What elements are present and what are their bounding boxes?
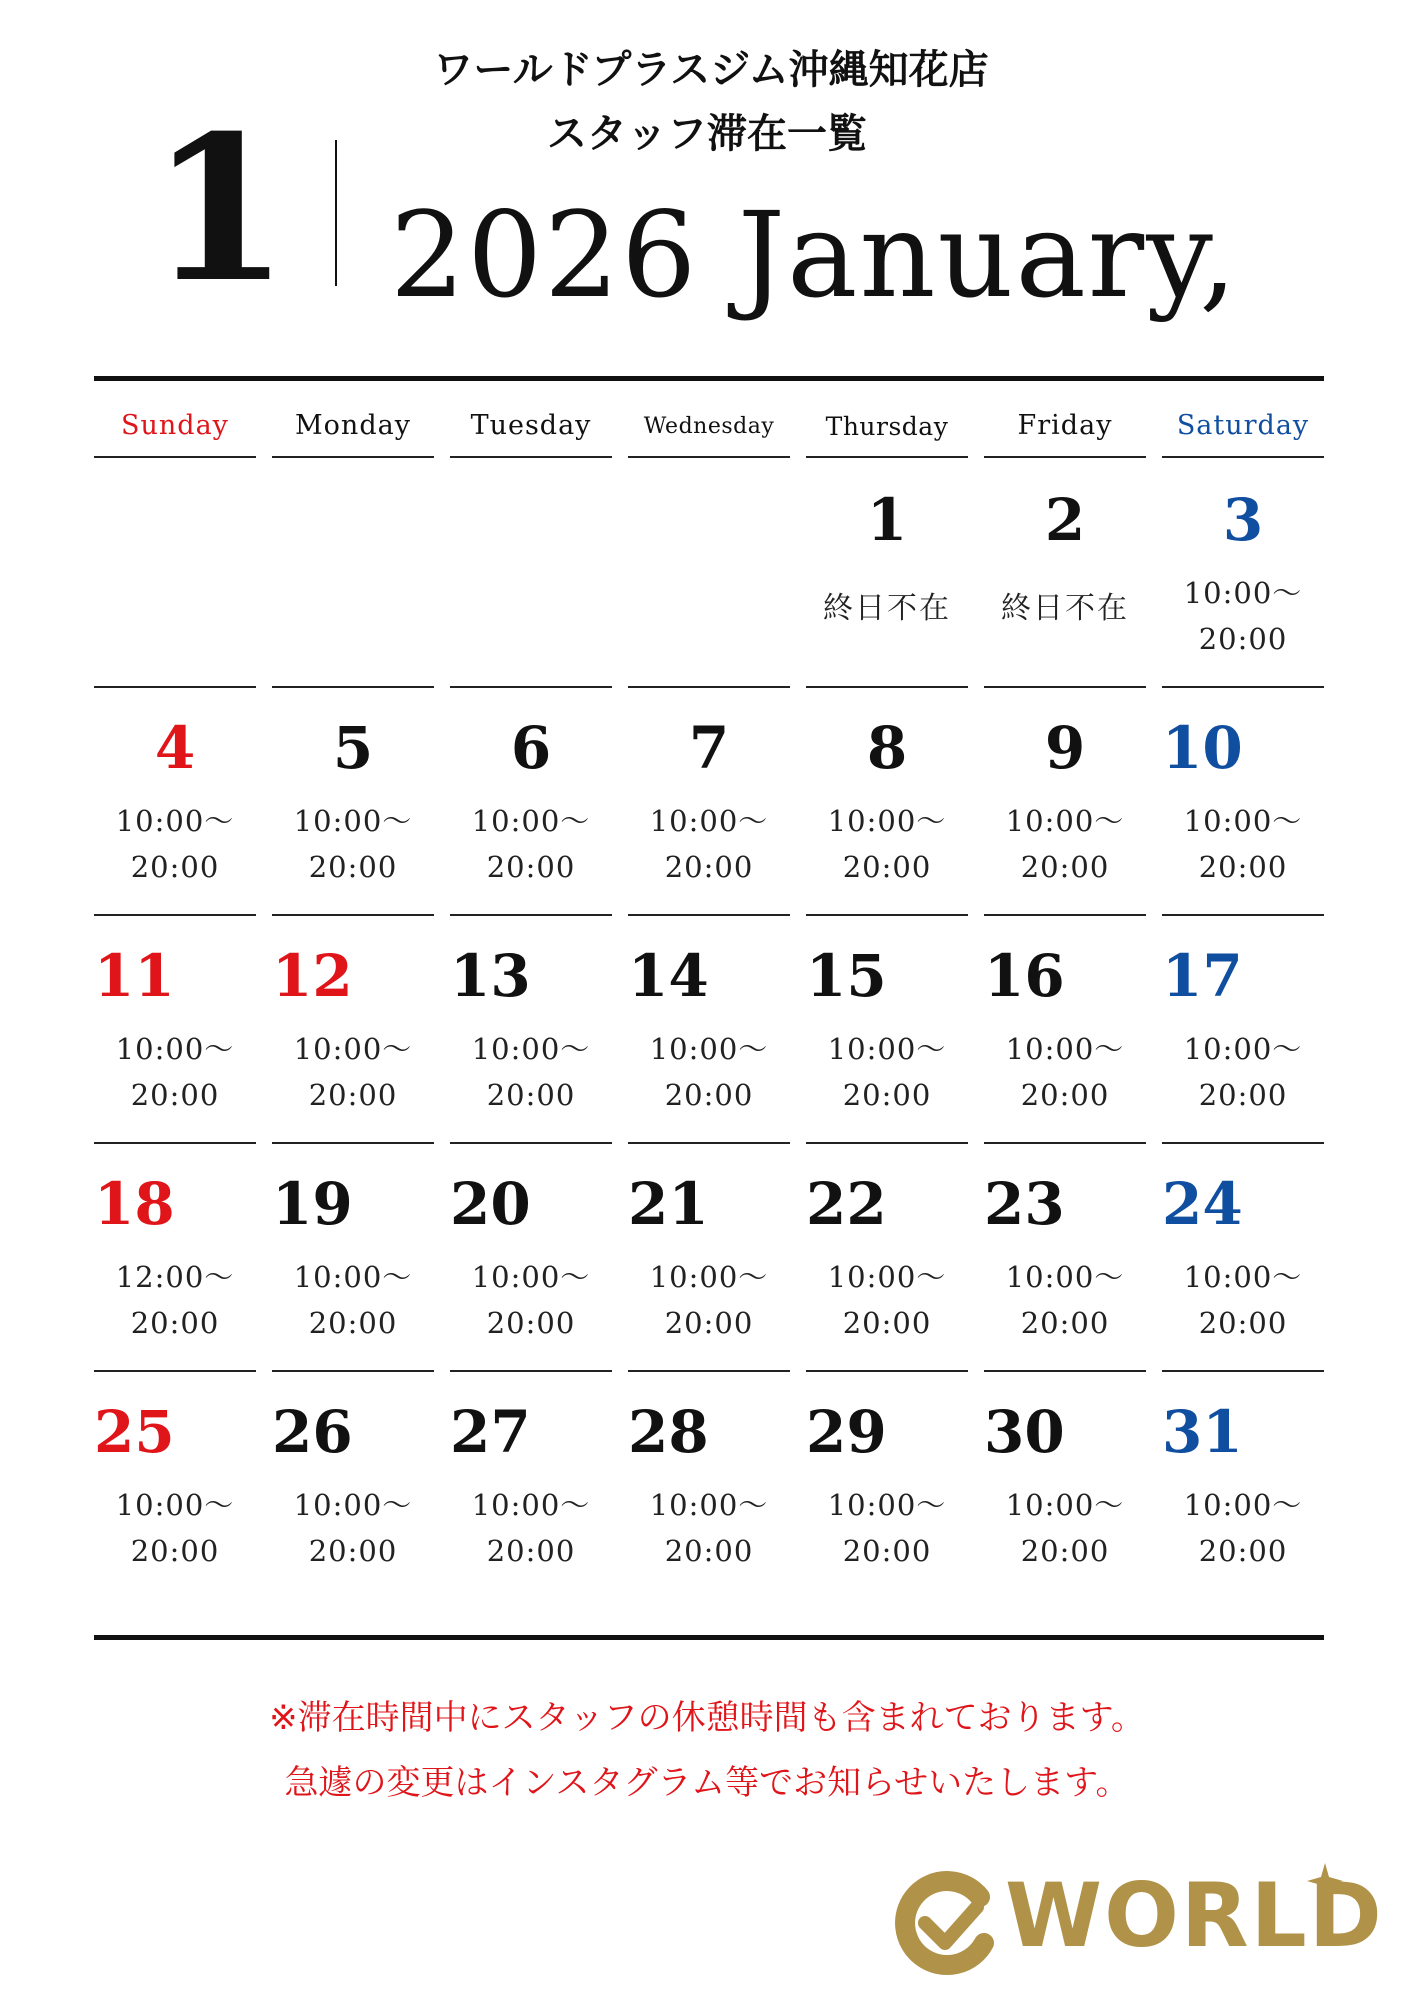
stay-hours	[450, 1026, 612, 1118]
weekday-label: Wednesday	[643, 414, 775, 439]
stay-hours-line-1: 10:00〜	[1005, 1488, 1125, 1522]
day-number: 25	[94, 1398, 175, 1466]
note-line-1: ※滞在時間中にスタッフの休憩時間も含まれております。	[269, 1698, 1145, 1738]
calendar-top-rule	[94, 376, 1324, 381]
day-number: 15	[806, 942, 887, 1010]
weekday-label: Thursday	[825, 412, 949, 441]
stay-hours-line-1: 10:00〜	[471, 804, 591, 838]
stay-hours	[806, 798, 968, 890]
stay-hours	[628, 798, 790, 890]
day-number: 26	[272, 1398, 353, 1466]
calendar-day-cell	[272, 1370, 434, 1598]
stay-hours	[450, 798, 612, 890]
stay-hours	[806, 1026, 968, 1118]
stay-hours-line-2: 20:00	[486, 1306, 576, 1340]
stay-hours-line-2: 20:00	[664, 1534, 754, 1568]
stay-hours-line-2: 20:00	[486, 1078, 576, 1112]
stay-hours-line-1: 10:00〜	[115, 1032, 235, 1066]
day-number: 23	[984, 1170, 1065, 1238]
stay-hours-line-2: 20:00	[130, 1306, 220, 1340]
day-number: 19	[272, 1170, 353, 1238]
stay-hours-line-1: 10:00〜	[471, 1488, 591, 1522]
weekday-label: Friday	[1017, 410, 1113, 441]
header-divider	[335, 140, 337, 286]
day-number: 17	[1162, 942, 1243, 1010]
day-number: 18	[94, 1170, 175, 1238]
stay-hours-line-2: 20:00	[842, 1078, 932, 1112]
cell-divider	[1162, 1142, 1324, 1144]
cell-divider	[94, 1142, 256, 1144]
stay-hours	[94, 1254, 256, 1346]
day-number: 12	[272, 942, 353, 1010]
shop-name: ワールドプラスジム沖縄知花店	[433, 47, 989, 93]
stay-hours	[1162, 798, 1324, 890]
stay-hours-line-1: 10:00〜	[827, 1260, 947, 1294]
day-number: 10	[1162, 714, 1243, 782]
stay-hours-line-1: 10:00〜	[649, 1260, 769, 1294]
stay-hours	[628, 1254, 790, 1346]
day-number: 2	[1044, 486, 1086, 554]
cell-divider	[1162, 914, 1324, 916]
stay-hours-line-2: 20:00	[1020, 850, 1110, 884]
day-number: 21	[628, 1170, 709, 1238]
weeks-container	[94, 458, 1324, 1598]
stay-hours-line-2: 20:00	[130, 850, 220, 884]
day-number: 6	[510, 714, 552, 782]
month-number: 1	[150, 92, 290, 327]
calendar-day-cell	[272, 686, 434, 914]
calendar-day-cell	[806, 1142, 968, 1370]
stay-hours-line-1: 10:00〜	[1183, 1032, 1303, 1066]
weekday-wednesday	[628, 400, 790, 458]
stay-hours-line-1: 10:00〜	[293, 1488, 413, 1522]
stay-hours-line-1: 10:00〜	[115, 804, 235, 838]
day-number: 14	[628, 942, 709, 1010]
calendar-day-cell	[94, 686, 256, 914]
day-number: 16	[984, 942, 1065, 1010]
calendar-day-cell	[1162, 914, 1324, 1142]
weekday-tuesday	[450, 400, 612, 458]
stay-hours-line-2: 20:00	[842, 1534, 932, 1568]
weekday-label: Sunday	[121, 410, 229, 441]
cell-divider	[984, 914, 1146, 916]
stay-hours-line-1: 10:00〜	[1183, 804, 1303, 838]
stay-hours-line-2: 20:00	[664, 850, 754, 884]
cell-divider	[94, 686, 256, 688]
cell-divider	[450, 686, 612, 688]
stay-hours-line-2: 20:00	[1198, 1534, 1288, 1568]
weekday-thursday	[806, 400, 968, 458]
day-number: 3	[1222, 486, 1264, 554]
stay-hours-line-2: 20:00	[1198, 1078, 1288, 1112]
calendar-day-cell	[984, 686, 1146, 914]
cell-divider	[94, 914, 256, 916]
stay-hours	[272, 1254, 434, 1346]
cell-divider	[806, 686, 968, 688]
cell-divider	[94, 1370, 256, 1372]
stay-hours-line-2: 20:00	[664, 1078, 754, 1112]
day-number: 30	[984, 1398, 1065, 1466]
day-number: 1	[866, 486, 908, 554]
stay-hours-line-2: 20:00	[1198, 1306, 1288, 1340]
stay-hours-line-1: 10:00〜	[649, 804, 769, 838]
stay-hours	[984, 798, 1146, 890]
stay-hours-line-2: 20:00	[308, 1306, 398, 1340]
calendar-empty-cell	[272, 458, 434, 686]
stay-hours-line-2: 20:00	[664, 1306, 754, 1340]
calendar-day-cell	[450, 1370, 612, 1598]
stay-hours	[450, 1482, 612, 1574]
cell-divider	[272, 914, 434, 916]
stay-hours	[984, 1482, 1146, 1574]
calendar-day-cell	[806, 1370, 968, 1598]
day-number: 31	[1162, 1398, 1243, 1466]
calendar-day-cell	[1162, 1370, 1324, 1598]
calendar-day-cell	[628, 914, 790, 1142]
stay-hours-line-1: 10:00〜	[115, 1488, 235, 1522]
stay-hours	[984, 586, 1146, 632]
stay-hours-line-2: 20:00	[1020, 1306, 1110, 1340]
cell-divider	[450, 1142, 612, 1144]
world-logo	[885, 1855, 1384, 1975]
day-number: 20	[450, 1170, 531, 1238]
calendar-day-cell	[272, 914, 434, 1142]
calendar-day-cell	[628, 1370, 790, 1598]
weekday-sunday	[94, 400, 256, 458]
stay-hours	[94, 1026, 256, 1118]
calendar-day-cell	[94, 1142, 256, 1370]
calendar-grid	[94, 400, 1324, 1598]
calendar-day-cell	[806, 686, 968, 914]
stay-hours	[628, 1482, 790, 1574]
stay-hours	[94, 1482, 256, 1574]
stay-hours	[1162, 1254, 1324, 1346]
calendar-day-cell	[272, 1142, 434, 1370]
calendar-day-cell	[450, 1142, 612, 1370]
calendar-day-cell	[1162, 1142, 1324, 1370]
day-number: 7	[688, 714, 730, 782]
weekday-monday	[272, 400, 434, 458]
stay-hours-line-1: 10:00〜	[293, 1032, 413, 1066]
weekday-header-row	[94, 400, 1324, 458]
note-line-2: 急遽の変更はインスタグラム等でお知らせいたします。	[284, 1763, 1130, 1803]
weekday-label: Tuesday	[470, 410, 592, 441]
calendar-day-cell	[450, 914, 612, 1142]
day-number: 4	[154, 714, 196, 782]
calendar-day-cell	[628, 1142, 790, 1370]
logo-text: WORLD	[1005, 1864, 1384, 1967]
day-number: 11	[94, 942, 175, 1010]
stay-hours-line-1: 10:00〜	[1005, 1260, 1125, 1294]
stay-hours-line-1: 10:00〜	[649, 1032, 769, 1066]
stay-hours	[806, 1254, 968, 1346]
cell-divider	[628, 1142, 790, 1144]
cell-divider	[272, 1142, 434, 1144]
stay-hours-line-1: 終日不在	[823, 591, 951, 626]
stay-hours	[94, 798, 256, 890]
day-number: 22	[806, 1170, 887, 1238]
stay-hours-line-2: 20:00	[308, 1078, 398, 1112]
stay-hours	[272, 798, 434, 890]
stay-hours-line-2: 20:00	[842, 850, 932, 884]
stay-hours-line-1: 10:00〜	[1183, 576, 1303, 610]
calendar-day-cell	[628, 686, 790, 914]
cell-divider	[806, 1370, 968, 1372]
calendar-empty-cell	[450, 458, 612, 686]
stay-hours-line-1: 10:00〜	[1183, 1488, 1303, 1522]
stay-hours-line-2: 20:00	[130, 1078, 220, 1112]
day-number: 24	[1162, 1170, 1243, 1238]
stay-hours	[628, 1026, 790, 1118]
stay-hours	[272, 1482, 434, 1574]
cell-divider	[628, 914, 790, 916]
stay-hours-line-1: 10:00〜	[827, 1488, 947, 1522]
stay-hours-line-2: 20:00	[486, 1534, 576, 1568]
year-month-title: 2026 January,	[390, 186, 1239, 324]
stay-hours	[450, 1254, 612, 1346]
day-number: 9	[1044, 714, 1086, 782]
cell-divider	[272, 1370, 434, 1372]
weekday-label: Monday	[295, 410, 411, 441]
stay-hours-line-1: 12:00〜	[115, 1260, 235, 1294]
cell-divider	[628, 686, 790, 688]
cell-divider	[984, 686, 1146, 688]
calendar-empty-cell	[94, 458, 256, 686]
day-number: 8	[866, 714, 908, 782]
stay-hours-line-1: 10:00〜	[293, 804, 413, 838]
calendar-week-row	[94, 914, 1324, 1142]
stay-hours-line-2: 20:00	[842, 1306, 932, 1340]
stay-hours-line-1: 10:00〜	[1183, 1260, 1303, 1294]
stay-hours-line-1: 10:00〜	[471, 1032, 591, 1066]
day-number: 29	[806, 1398, 887, 1466]
calendar-day-cell	[984, 1142, 1146, 1370]
page-subtitle: スタッフ滞在一覧	[547, 111, 867, 157]
calendar-week-row	[94, 458, 1324, 686]
stay-hours-line-1: 10:00〜	[471, 1260, 591, 1294]
calendar-day-cell	[1162, 686, 1324, 914]
stay-hours-line-2: 20:00	[1198, 622, 1288, 656]
cell-divider	[1162, 1370, 1324, 1372]
stay-hours	[806, 586, 968, 632]
stay-hours	[984, 1026, 1146, 1118]
stay-hours-line-1: 10:00〜	[827, 804, 947, 838]
cell-divider	[628, 1370, 790, 1372]
day-number: 13	[450, 942, 531, 1010]
cell-divider	[806, 1142, 968, 1144]
stay-hours-line-2: 20:00	[1198, 850, 1288, 884]
stay-hours	[1162, 1026, 1324, 1118]
stay-hours	[806, 1482, 968, 1574]
stay-hours-line-1: 10:00〜	[827, 1032, 947, 1066]
weekday-saturday	[1162, 400, 1324, 458]
calendar-week-row	[94, 686, 1324, 914]
calendar-day-cell	[984, 1370, 1146, 1598]
stay-hours-line-2: 20:00	[1020, 1078, 1110, 1112]
day-number: 28	[628, 1398, 709, 1466]
weekday-friday	[984, 400, 1146, 458]
calendar-day-cell	[984, 914, 1146, 1142]
stay-hours-line-2: 20:00	[130, 1534, 220, 1568]
stay-hours-line-1: 終日不在	[1001, 591, 1129, 626]
calendar-day-cell	[94, 1370, 256, 1598]
cell-divider	[806, 914, 968, 916]
stay-hours	[984, 1254, 1146, 1346]
stay-hours-line-1: 10:00〜	[649, 1488, 769, 1522]
stay-hours-line-1: 10:00〜	[1005, 804, 1125, 838]
stay-hours-line-2: 20:00	[308, 1534, 398, 1568]
day-number: 27	[450, 1398, 531, 1466]
calendar-day-cell	[450, 686, 612, 914]
stay-hours-line-2: 20:00	[1020, 1534, 1110, 1568]
calendar-day-cell	[94, 914, 256, 1142]
day-number: 5	[332, 714, 374, 782]
calendar-week-row	[94, 1142, 1324, 1370]
stay-hours-line-1: 10:00〜	[1005, 1032, 1125, 1066]
stay-hours-line-2: 20:00	[486, 850, 576, 884]
calendar-empty-cell	[628, 458, 790, 686]
cell-divider	[272, 686, 434, 688]
cell-divider	[450, 1370, 612, 1372]
cell-divider	[450, 914, 612, 916]
cell-divider	[984, 1142, 1146, 1144]
stay-hours	[1162, 570, 1324, 662]
stay-hours-line-2: 20:00	[308, 850, 398, 884]
cell-divider	[984, 1370, 1146, 1372]
weekday-label: Saturday	[1176, 410, 1310, 441]
stay-hours	[1162, 1482, 1324, 1574]
stay-hours-line-1: 10:00〜	[293, 1260, 413, 1294]
calendar-day-cell	[806, 914, 968, 1142]
stay-hours	[272, 1026, 434, 1118]
calendar-day-cell	[1162, 458, 1324, 686]
calendar-day-cell	[806, 458, 968, 686]
calendar-day-cell	[984, 458, 1146, 686]
cell-divider	[1162, 686, 1324, 688]
calendar-bottom-rule	[94, 1635, 1324, 1640]
calendar-week-row	[94, 1370, 1324, 1598]
